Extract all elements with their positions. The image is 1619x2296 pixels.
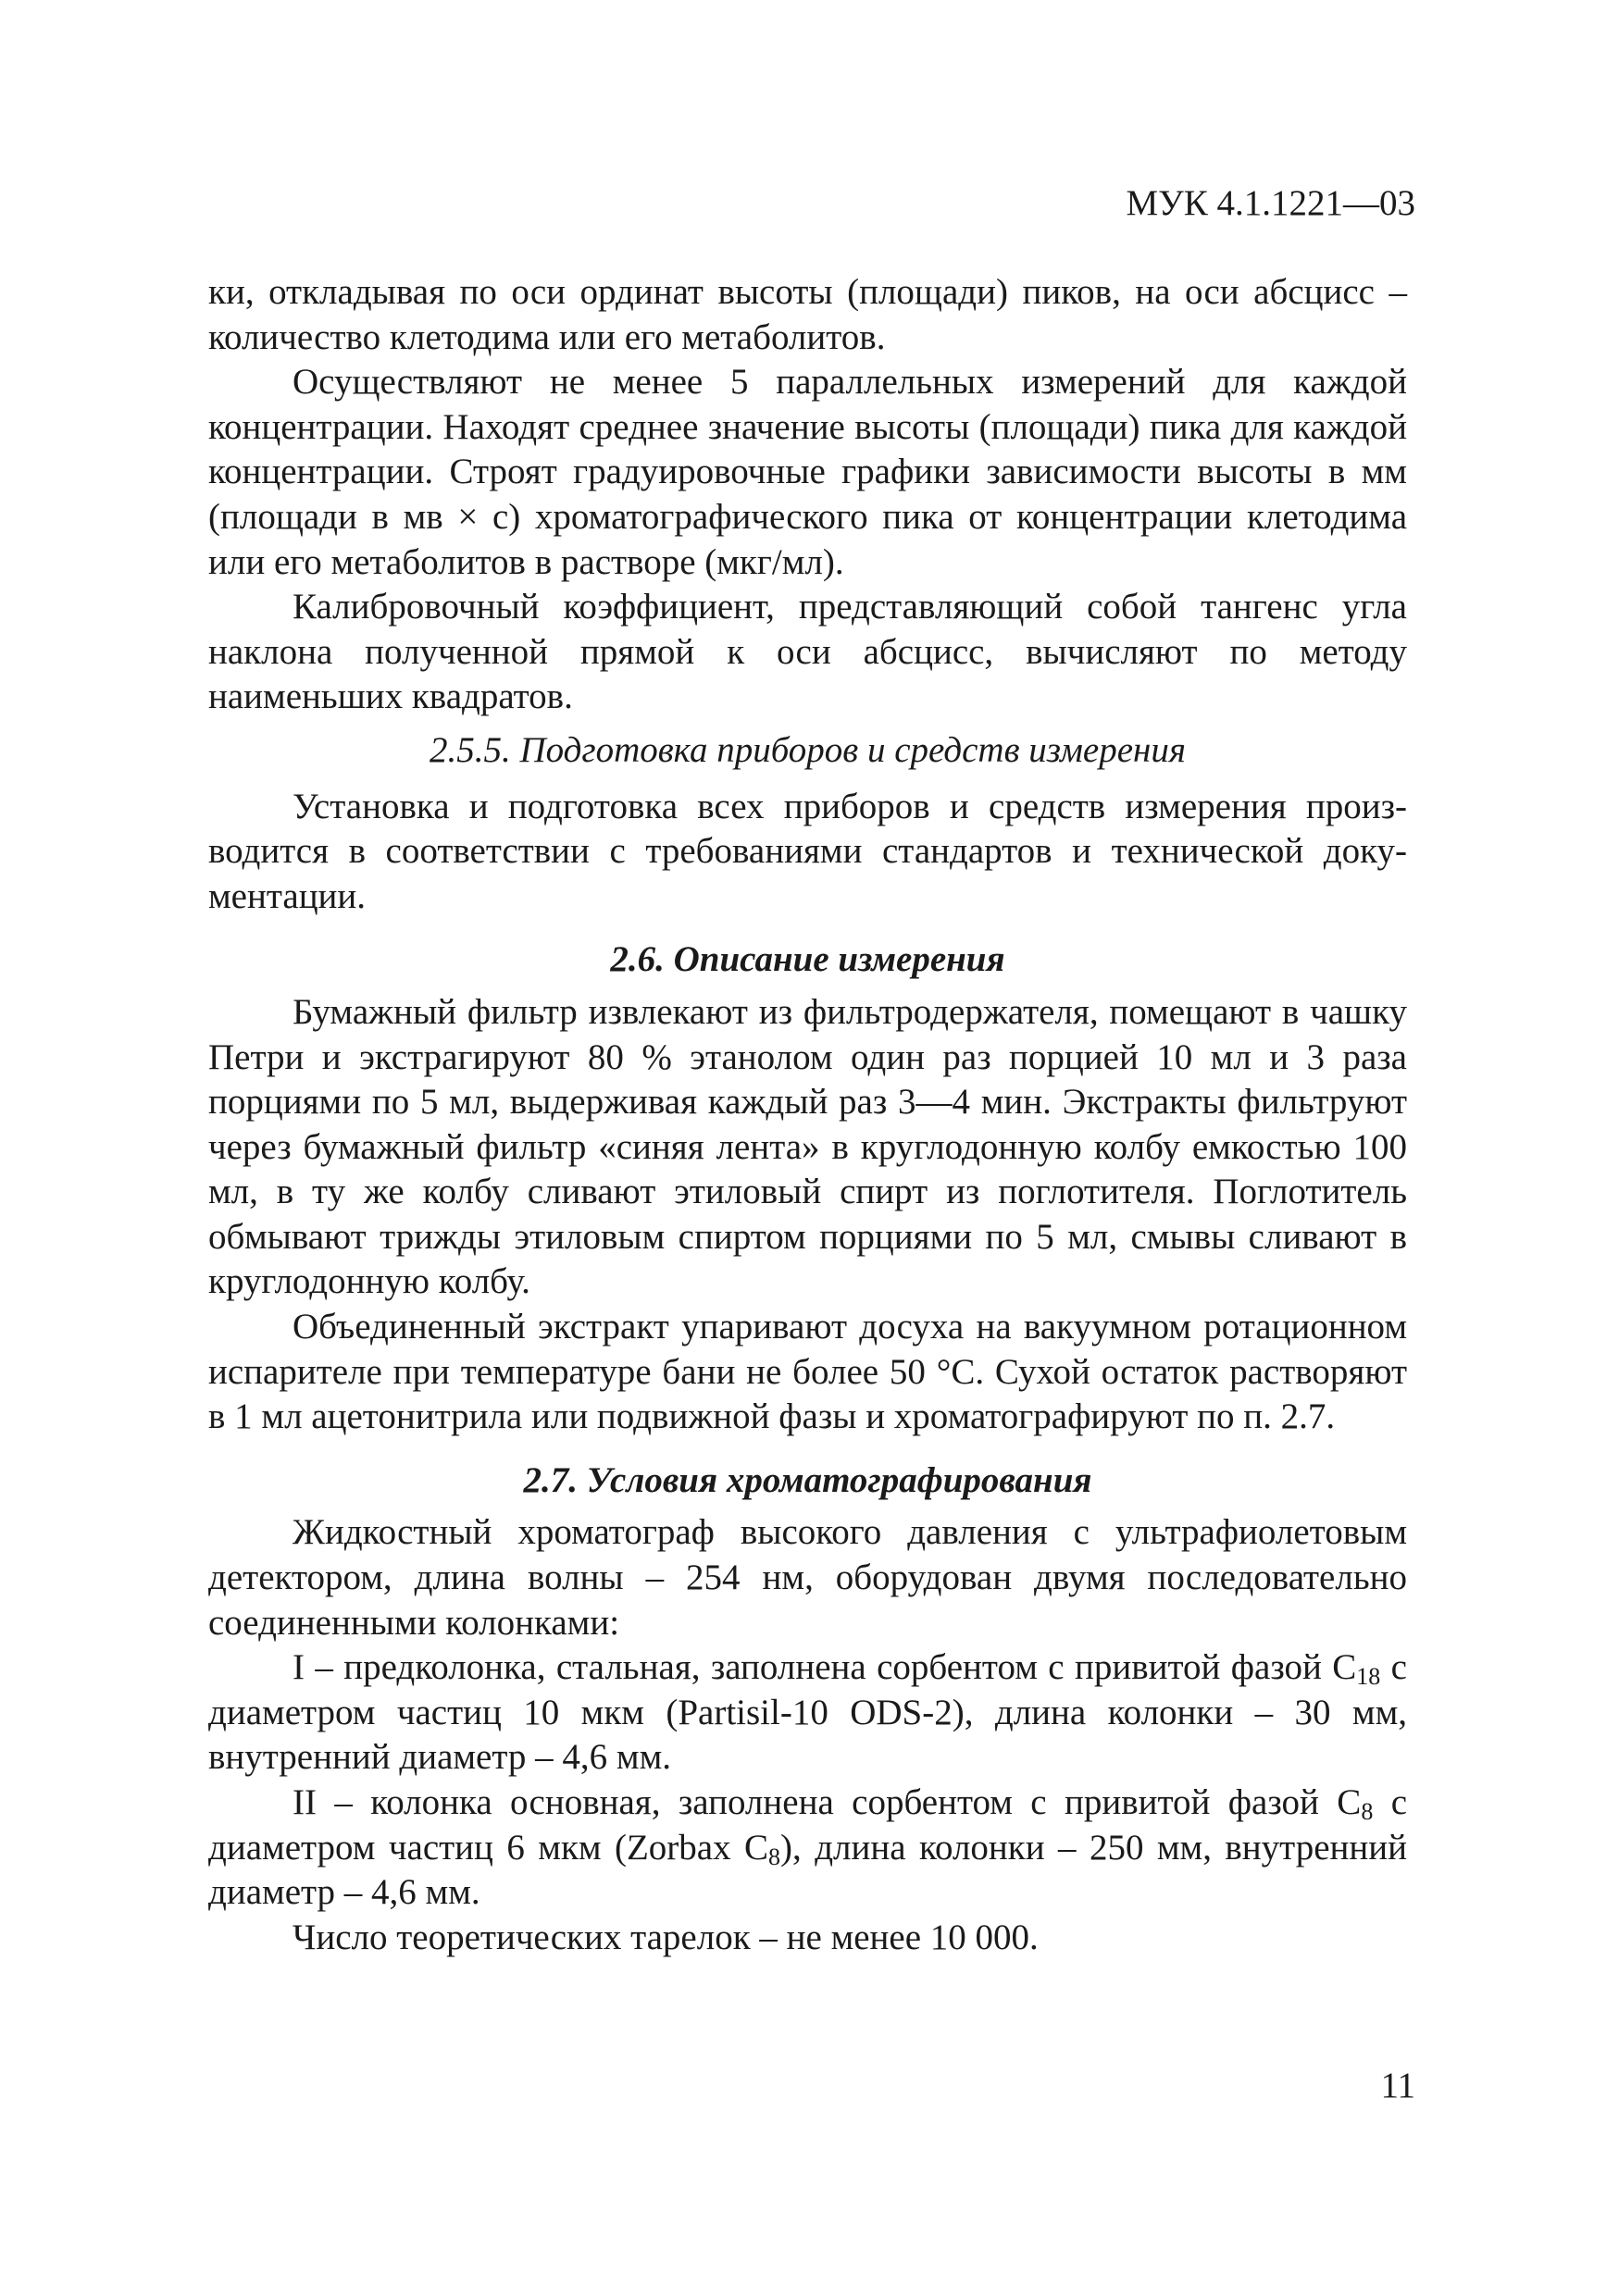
column-item-main [208, 1781, 1407, 1916]
main-column-text-a: II – колонка основная, заполнена сорбентом с привитой фазой С [293, 1782, 1362, 1822]
paragraph-calibration-coefficient: Калибровочный коэффициент, представляющий собой тангенс угла наклона полученной прямой к оси абсцисс, вычисляют по методу наименьших квадратов. [208, 587, 1407, 717]
paragraph-filter-extraction: Бумажный фильтр извлекают из фильтродержателя, помещают в чашку Петри и экстрагируют 80 % этанолом один раз порцией 10 мл и 3 раза порциями по 5 мл, выдерживая каждый раз 3—4 мин. Экстракты фильтруют через бумажный фильтр «синяя лента» в круглодонную колбу емкостью 100 мл, в ту же колбу сливают этиловый спирт из поглотителя. Поглотитель обмывают трижды этиловым спиртом порциями по 5 мл, смывы сливают в круглодонную колбу. [208, 991, 1407, 1302]
paragraph-hplc-description: Жидкостный хроматограф высокого давления с ультрафиолетовым детектором, длина волны – 254 нм, оборудован двумя последовательно соединенными колонками: [208, 1512, 1407, 1643]
main-column-text-c: ), длина колонки – 250 мм, внутренний диаметр – 4,6 мм. [208, 1827, 1407, 1913]
paragraph-instrument-setup: Установка и подготовка всех приборов и средств измерения производится в соответствии с требованиями стандартов и технической документации. [208, 786, 1407, 916]
precolumn-text-b: с диаметром частиц 10 мкм (Partisil-10 ODS-2), длина колонки – 30 мм, внутренний диаметр – 4,6 мм. [208, 1647, 1407, 1778]
paragraph-continuation: ки, откладывая по оси ординат высоты (площади) пиков, на оси абсцисс – количество клетодима или его метаболитов. [208, 272, 1407, 357]
section-heading-2-6: 2.6. Описание измерения [610, 939, 1005, 980]
main-column-subscript-2: 8 [768, 1843, 781, 1870]
paragraph-parallel-measurements: Осуществляют не менее 5 параллельных измерений для каждой концентрации. Находят среднее значение высоты (площади) пика для каждой концентрации. Строят градуировочные графики зависимости высоты в мм (площади в мв × с) хроматографического пика от концентрации клетодима или его метаболитов в растворе (мкг/мл). [208, 362, 1407, 582]
paragraph-theoretical-plates: Число теоретических тарелок – не менее 10 000. [293, 1917, 1039, 1957]
column-item-precolumn [208, 1645, 1407, 1781]
subsection-heading-2-5-5: 2.5.5. Подготовка приборов и средств измерения [429, 729, 1186, 770]
section-heading-2-7: 2.7. Условия хроматографирования [523, 1459, 1092, 1500]
paragraph-evaporation: Объединенный экстракт упаривают досуха на вакуумном ротационном испарителе при температуре бани не более 50 °С. Сухой остаток растворяют в 1 мл ацетонитрила или подвижной фазы и хроматографируют по п. 2.7. [208, 1307, 1407, 1437]
precolumn-text-a: I – предколонка, стальная, заполнена сорбентом с привитой фазой С [293, 1647, 1357, 1688]
document-code-header: МУК 4.1.1221—03 [1126, 183, 1415, 223]
document-body [208, 270, 1407, 1960]
main-column-text-b: с диаметром частиц 6 мкм (Zorbax С [208, 1782, 1407, 1868]
page-number: 11 [1380, 2066, 1415, 2105]
main-column-subscript-1: 8 [1361, 1798, 1374, 1825]
precolumn-subscript: 18 [1356, 1663, 1381, 1691]
